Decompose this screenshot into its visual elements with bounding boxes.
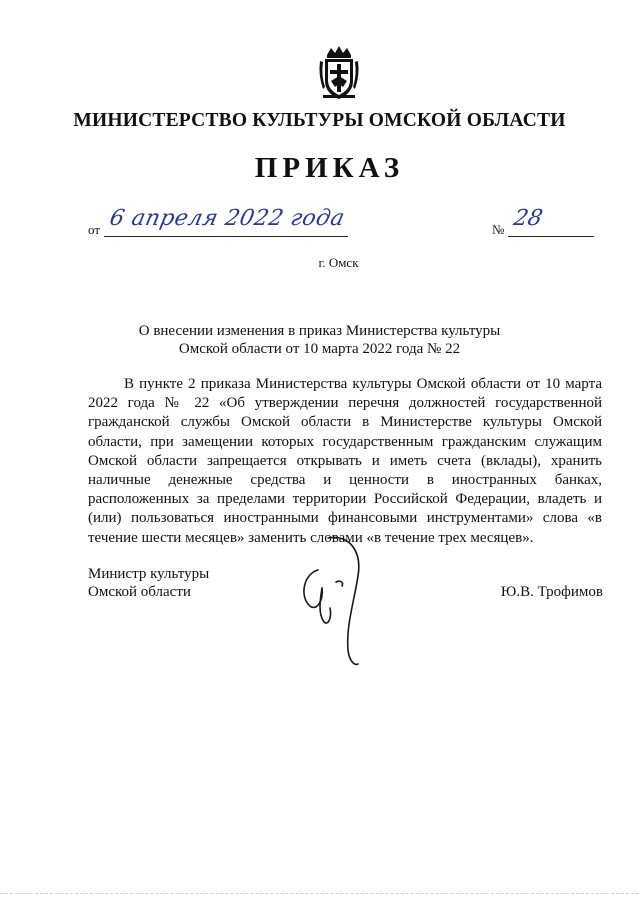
handwritten-number: 28 (511, 206, 545, 231)
date-underline (104, 236, 348, 237)
signer-position (88, 565, 209, 601)
number-underline (508, 236, 594, 237)
date-number-row (88, 206, 598, 240)
handwritten-signature-icon (288, 530, 378, 670)
body-paragraph: В пункте 2 приказа Министерства культуры Омской области от 10 марта 2022 года № 22 «Об утверждении перечня должностей государственной гражданской службы Омской области в Министерстве культуры Омской области, при замещении которых государственным гражданским служащим Омской области запрещается открывать и иметь счета (вклады), хранить наличные денежные средства и ценности в иностранных банках, расположенных за пределами территории Российской Федерации, владеть и (или) пользоваться иностранными финансовыми инструментами» слова «в течение шести месяцев» заменить словами «в течение трех месяцев». (88, 376, 602, 546)
document-subject (0, 322, 639, 358)
city-label: г. Омск (318, 255, 359, 270)
subject-line-1: О внесении изменения в приказ Министерства культуры (138, 323, 501, 339)
omsk-coat-of-arms-icon (317, 45, 361, 101)
signer-position-line-1: Министр культуры (88, 566, 210, 582)
handwritten-date: 6 апреля 2022 года (107, 206, 348, 231)
signer-name: Ю.В. Трофимов (500, 584, 603, 600)
page-bottom-rule (0, 893, 639, 894)
subject-line-2: Омской области от 10 марта 2022 года № 22 (178, 341, 461, 357)
signer-position-line-2: Омской области (88, 584, 191, 600)
number-prefix: № (492, 222, 505, 237)
document-body (88, 375, 602, 548)
ministry-name: МИНИСТЕРСТВО КУЛЬТУРЫ ОМСКОЙ ОБЛАСТИ (73, 110, 566, 131)
document-type-title: ПРИКАЗ (254, 152, 405, 184)
date-prefix: от (88, 222, 101, 237)
